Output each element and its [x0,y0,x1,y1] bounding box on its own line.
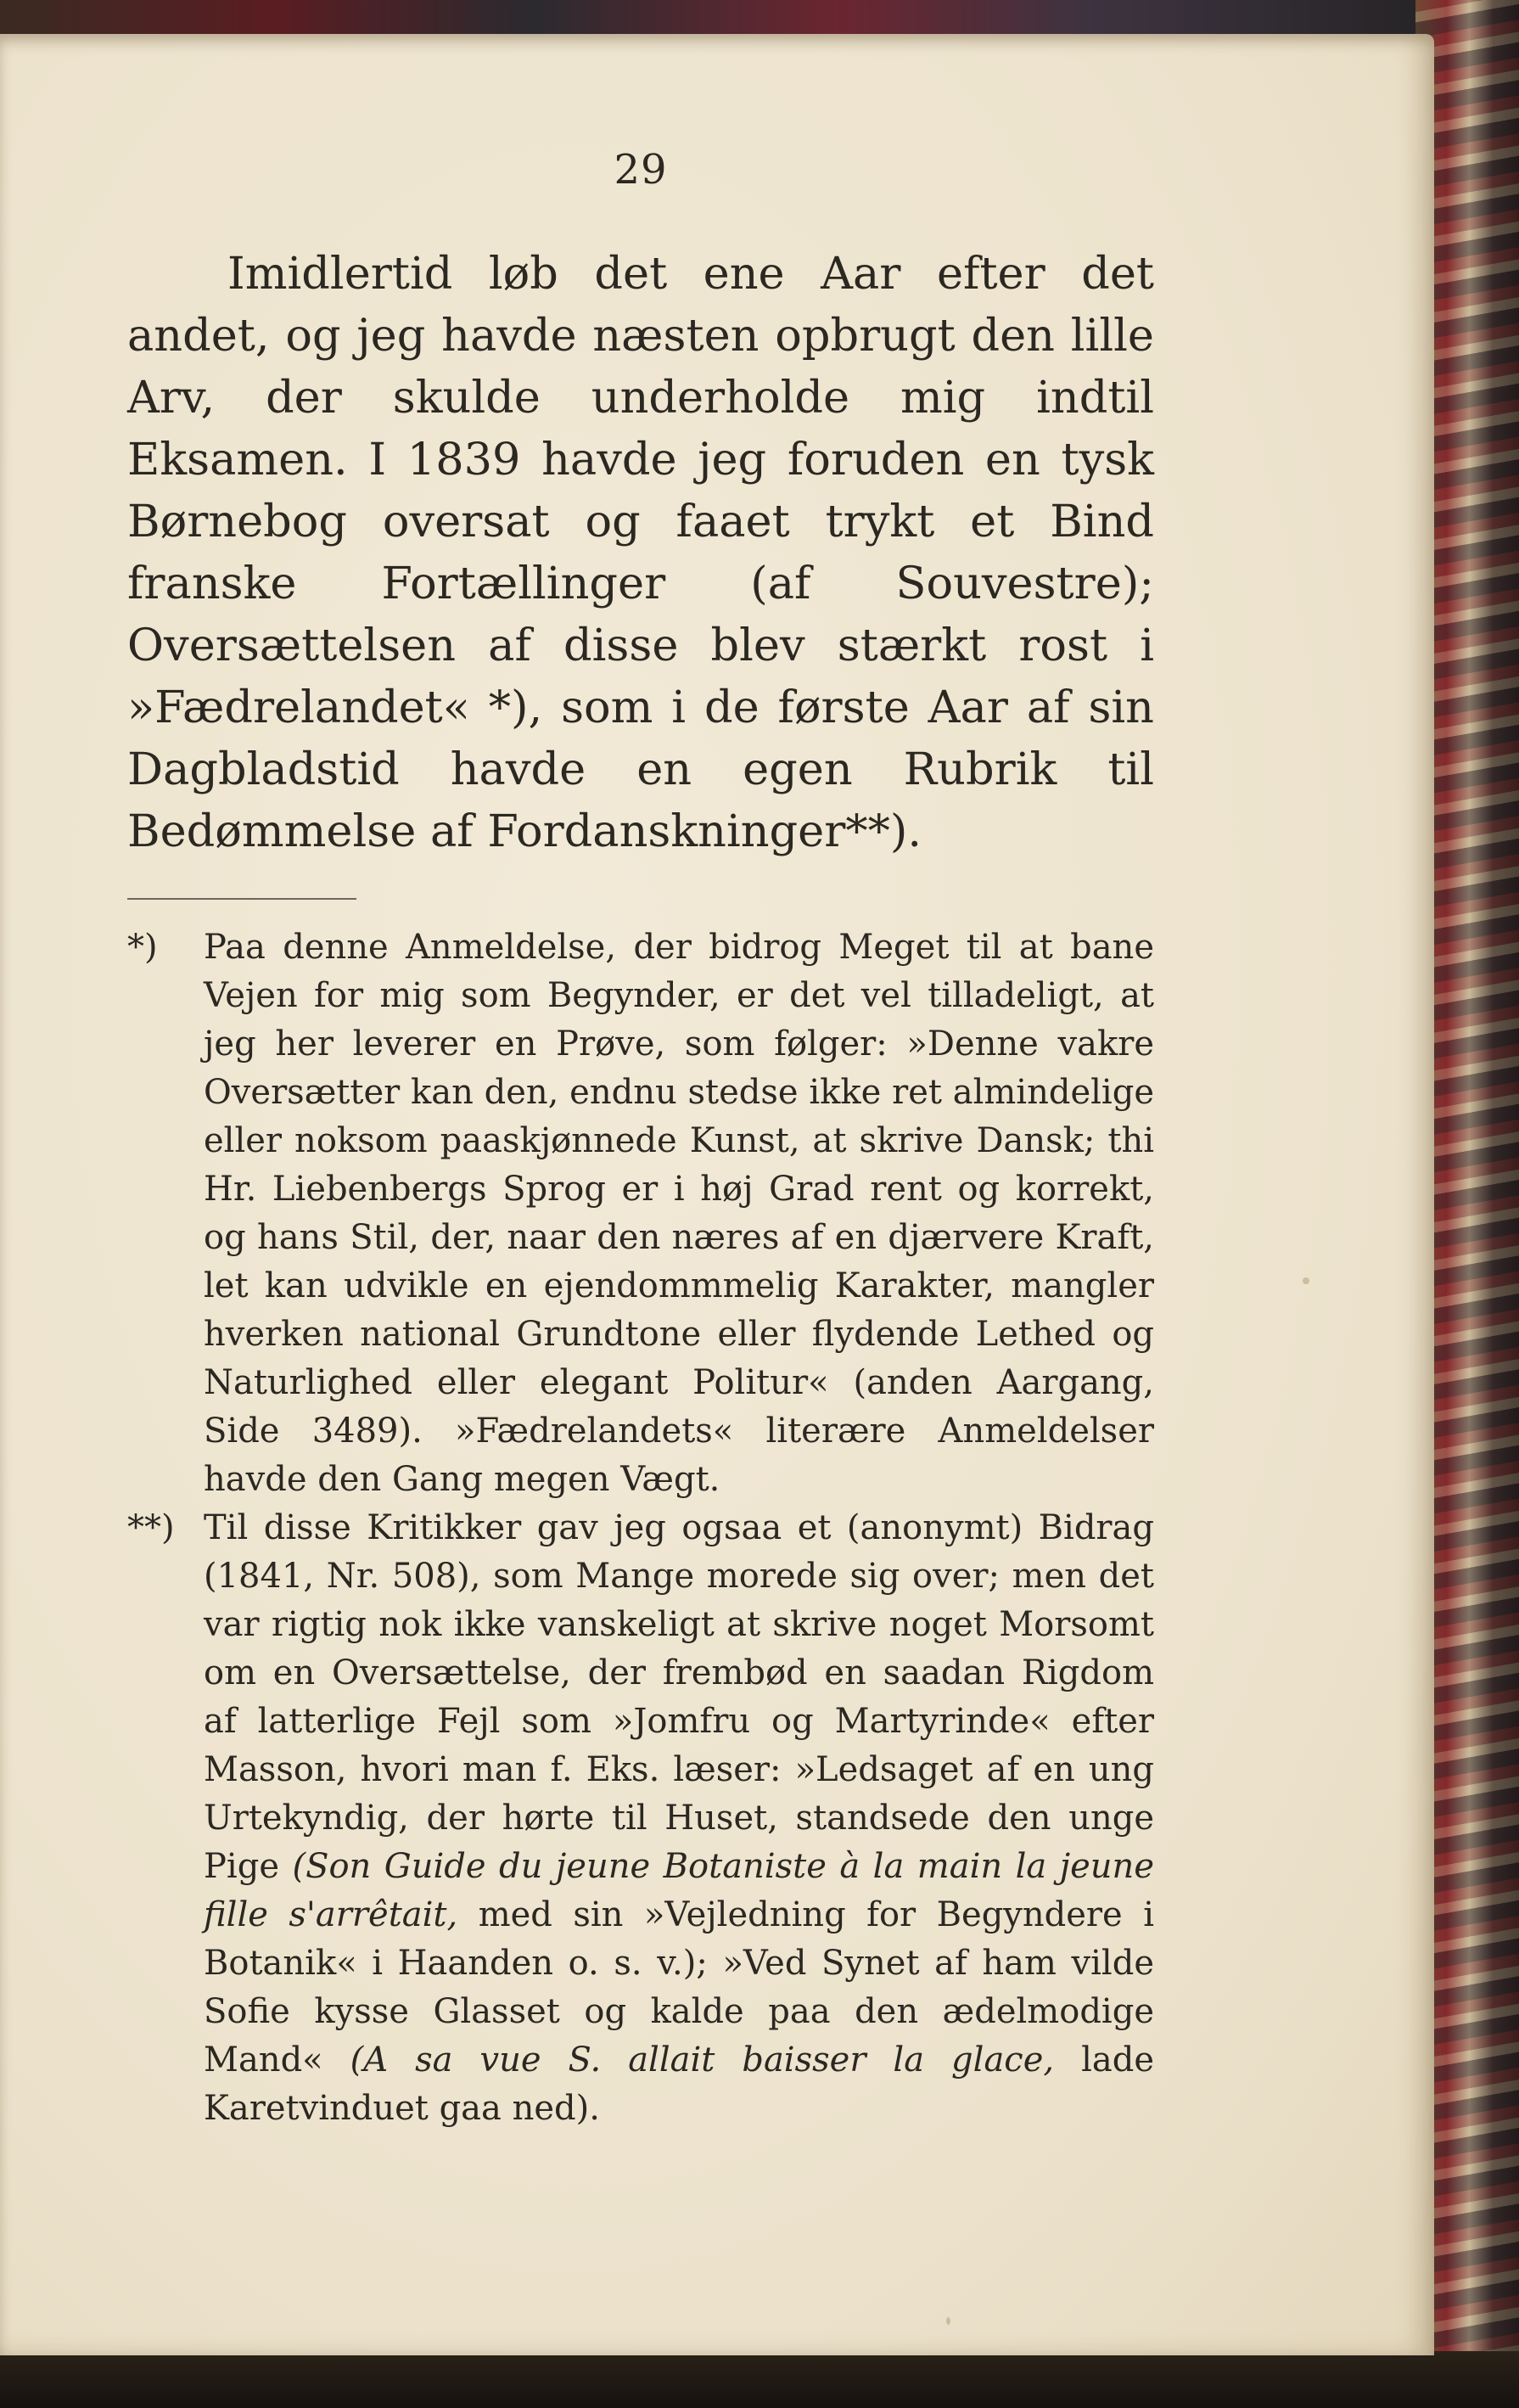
footnote-text: Paa denne Anmeldelse, der bidrog Meget til at bane Vejen for mig som Begynder, er det vel tilladeligt, at jeg her leverer en Prøve, som følger: »Denne vakre Oversætter kan den, endnu stedse ikke ret almindelige eller noksom paaskjønnede Kunst, at skrive Dansk; thi Hr. Liebenbergs Sprog er i høj Grad rent og korrekt, og hans Stil, der, naar den næres af en djærvere Kraft, let kan udvikle en ejendommmelig Karakter, mangler hverken national Grundtone eller flydende Lethed og Naturlighed eller elegant Politur« (anden Aargang, Side 3489). »Fædrelandets« literære Anmeldelser havde den Gang megen Vægt. [204,928,1154,1499]
footnote-1 [127,923,1154,1504]
book-bottom-edge [0,2351,1519,2408]
footnote-separator [127,898,356,900]
footnote-french-quote: (Son Guide du jeune Botaniste à la main la jeune fille s'arrêtait, [204,1847,1154,1934]
foxing-spot [1303,1277,1309,1284]
footnote-text: med sin »Vejledning for Begyndere i Botanik« i Haanden o. s. v.); »Ved Synet af ham vilde Sofie kysse Glasset og kalde paa den ædelmodige Mand« [204,1895,1154,2080]
page-content [127,146,1154,2133]
footnote-french-quote: (A sa vue S. allait baisser la glace, [350,2040,1055,2080]
body-paragraph [127,243,1154,862]
footnote-text: lade Karetvinduet gaa ned). [204,2040,1155,2128]
body-text: Imidlertid løb det ene Aar efter det andet, og jeg havde næsten opbrugt den lille Arv, der skulde underholde mig indtil Eksamen. I 1839 havde jeg foruden en tysk Børnebog oversat og faaet trykt et Bind franske Fortællinger (af Souvestre); Oversættelsen af disse blev stærkt rost i »Fædrelandet« *), som i de første Aar af sin Dagbladstid havde en egen Rubrik til Bedømmelse af Fordanskninger**). [127,248,1154,857]
footnote-text: Til disse Kritikker gav jeg ogsaa et (anonymt) Bidrag (1841, Nr. 508), som Mange morede sig over; men det var rigtig nok ikke vanskeligt at skrive noget Morsomt om en Oversættelse, der frembød en saadan Rigdom af latterlige Fejl som »Jomfru og Martyrinde« efter Masson, hvori man f. Eks. læser: »Ledsaget af en ung Urtekyndig, der hørte til Huset, standsede den unge Pige [204,1508,1154,1886]
foxing-spot [946,2317,950,2325]
page-number: 29 [614,146,668,194]
footnote-marker: *) [127,928,158,967]
footnote-2 [127,1504,1154,2133]
footnote-marker: **) [127,1508,175,1547]
